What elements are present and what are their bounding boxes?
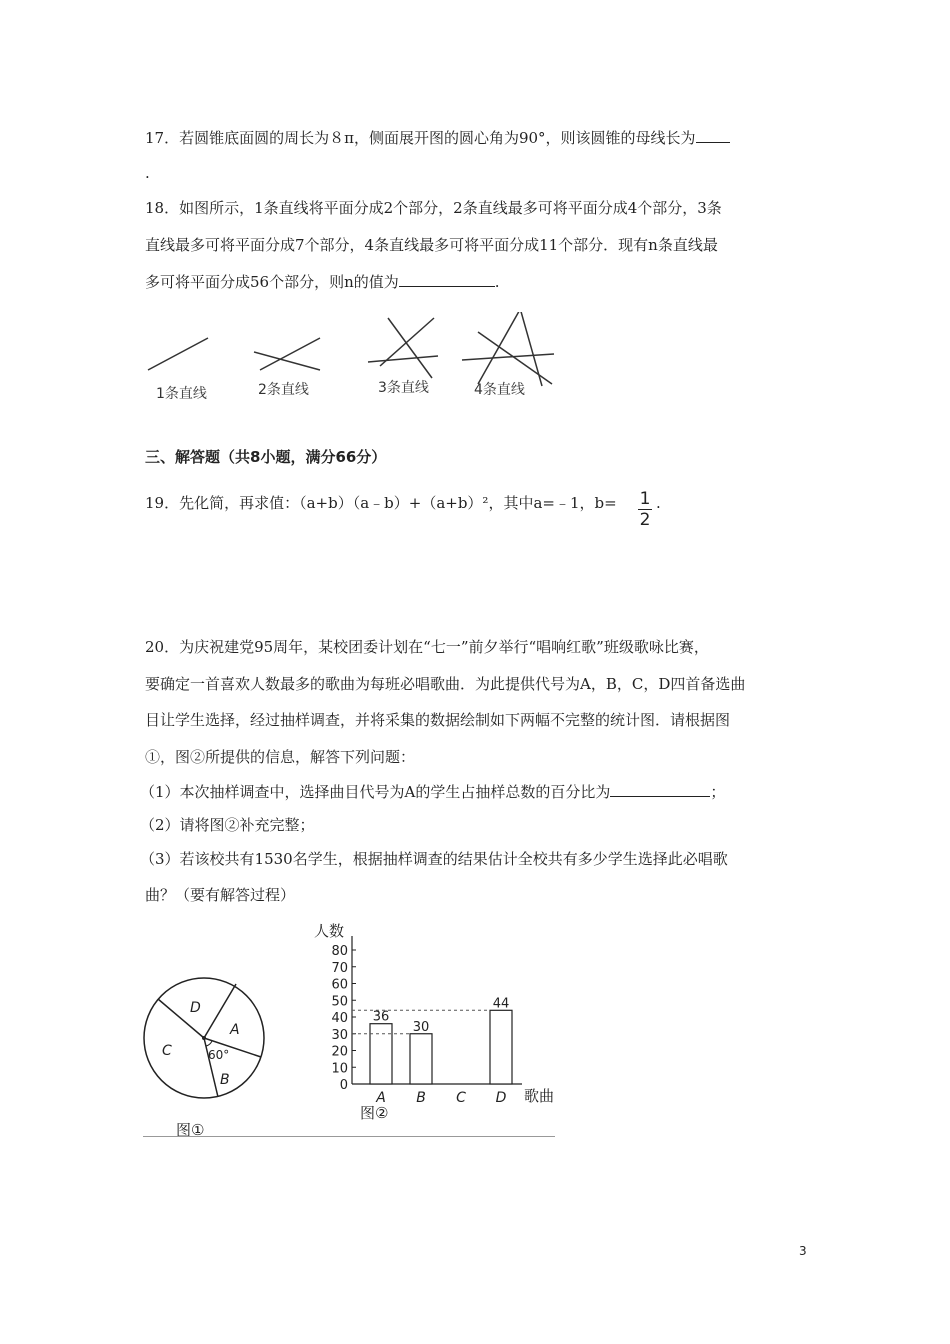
- bar-value-label: 44: [492, 996, 510, 1012]
- page-number: 3: [799, 1244, 807, 1258]
- q17-line2: .: [145, 164, 150, 182]
- y-tick-label: 30: [331, 1027, 348, 1043]
- y-tick-label: 10: [331, 1061, 348, 1077]
- q18-period: .: [494, 273, 500, 291]
- bar-A: [370, 1024, 392, 1084]
- pie-divider-bc: [204, 1038, 218, 1097]
- y-tick-label: 40: [331, 1011, 348, 1026]
- figure2-line-b: [260, 338, 320, 370]
- figure2-label: 2条直线: [258, 382, 309, 398]
- angle-label: 60°: [208, 1048, 230, 1062]
- x-tick-label: A: [376, 1090, 386, 1106]
- y-tick-label: 60: [331, 977, 348, 993]
- q20-line4: ①，图②所提供的信息，解答下列问题：: [145, 748, 416, 766]
- angle-arc: [206, 1041, 212, 1046]
- q19-text: 19．先化简，再求值：（a+b）（a﹣b）+（a+b）²，其中a=﹣1，b=: [145, 494, 617, 512]
- y-tick-label: 20: [331, 1044, 348, 1060]
- bar-B: [410, 1034, 432, 1084]
- q18-line1: 18．如图所示，1条直线将平面分成2个部分，2条直线最多可将平面分成4个部分，3条: [145, 199, 722, 217]
- pie-label-c: C: [162, 1043, 172, 1059]
- fraction-denominator: 2: [639, 510, 651, 530]
- fraction-numerator: 1: [639, 489, 651, 509]
- q20-line2: 要确定一首喜欢人数最多的歌曲为每班必唱歌曲．为此提供代号为A，B，C，D四首备选曲: [145, 675, 746, 693]
- q18-line3: [145, 272, 500, 292]
- y-tick-label: 80: [331, 944, 348, 959]
- bar-caption: 图②: [360, 1104, 389, 1122]
- pie-chart: [140, 975, 270, 1140]
- figure3-label: 3条直线: [378, 380, 429, 396]
- pie-caption: 图①: [176, 1121, 205, 1139]
- pie-label-a: A: [230, 1022, 240, 1038]
- figure-bottom-rule: [143, 1136, 555, 1137]
- q19-line: [145, 493, 617, 513]
- q20-part1-text: （1）本次抽样调查中，选择曲目代号为A的学生占抽样总数的百分比为: [140, 783, 611, 801]
- x-tick-label: C: [456, 1090, 466, 1106]
- y-tick-label: 0: [339, 1078, 348, 1093]
- pie-label-b: B: [220, 1072, 230, 1088]
- x-tick-label: B: [416, 1090, 426, 1106]
- q20-part3-line1: （3）若该校共有1530名学生，根据抽样调查的结果估计全校共有多少学生选择此必唱歌: [140, 850, 728, 868]
- q20-part3-line2: 曲？（要有解答过程）: [145, 886, 296, 904]
- pie-center: [202, 1036, 206, 1040]
- bar-chart: [300, 920, 565, 1125]
- q20-part1-end: ；: [710, 783, 726, 801]
- section3-heading: 三、解答题（共8小题，满分66分）: [145, 448, 387, 466]
- y-tick-label: 70: [331, 960, 348, 976]
- bar-value-label: 30: [412, 1019, 430, 1035]
- x-tick-label: D: [495, 1090, 507, 1106]
- q19-period: .: [656, 494, 661, 512]
- figure3-line-c: [368, 356, 438, 362]
- figure1-label: 1条直线: [156, 386, 207, 402]
- pie-label-d: D: [190, 1000, 201, 1016]
- bar-D: [490, 1010, 512, 1084]
- lines-figure: [142, 312, 558, 404]
- figure1-line: [148, 338, 208, 370]
- q20-part2: （2）请将图②补充完整；: [140, 816, 315, 834]
- q17-text: 17．若圆锥底面圆的周长为８π，侧面展开图的圆心角为90°，则该圆锥的母线长为: [145, 129, 696, 147]
- x-axis-label: 歌曲: [524, 1087, 555, 1105]
- figure3-line-a: [388, 318, 432, 378]
- q20-part1: [140, 782, 725, 802]
- q20-line1: 20．为庆祝建党95周年，某校团委计划在“七一”前夕举行“唱响红歌”班级歌咏比赛，: [145, 638, 709, 656]
- figure4-label: 4条直线: [474, 382, 525, 398]
- figure4-line-d: [520, 312, 542, 386]
- bar-value-label: 36: [372, 1009, 390, 1025]
- q18-line2: 直线最多可将平面分成7个部分，4条直线最多可将平面分成11个部分．现有n条直线最: [145, 236, 718, 254]
- q19-fraction: [636, 489, 654, 530]
- q18-answer-blank[interactable]: [399, 272, 495, 287]
- q18-text: 多可将平面分成56个部分，则n的值为: [145, 273, 399, 291]
- figure4-line-b: [462, 354, 554, 360]
- q17-line1: [145, 128, 730, 148]
- q17-answer-blank[interactable]: [696, 128, 730, 143]
- y-tick-label: 50: [331, 994, 348, 1010]
- y-axis-label: 人数: [314, 922, 345, 940]
- q20-answer-blank[interactable]: [610, 782, 710, 797]
- q20-line3: 目让学生选择，经过抽样调查，并将采集的数据绘制如下两幅不完整的统计图．请根据图: [145, 711, 731, 729]
